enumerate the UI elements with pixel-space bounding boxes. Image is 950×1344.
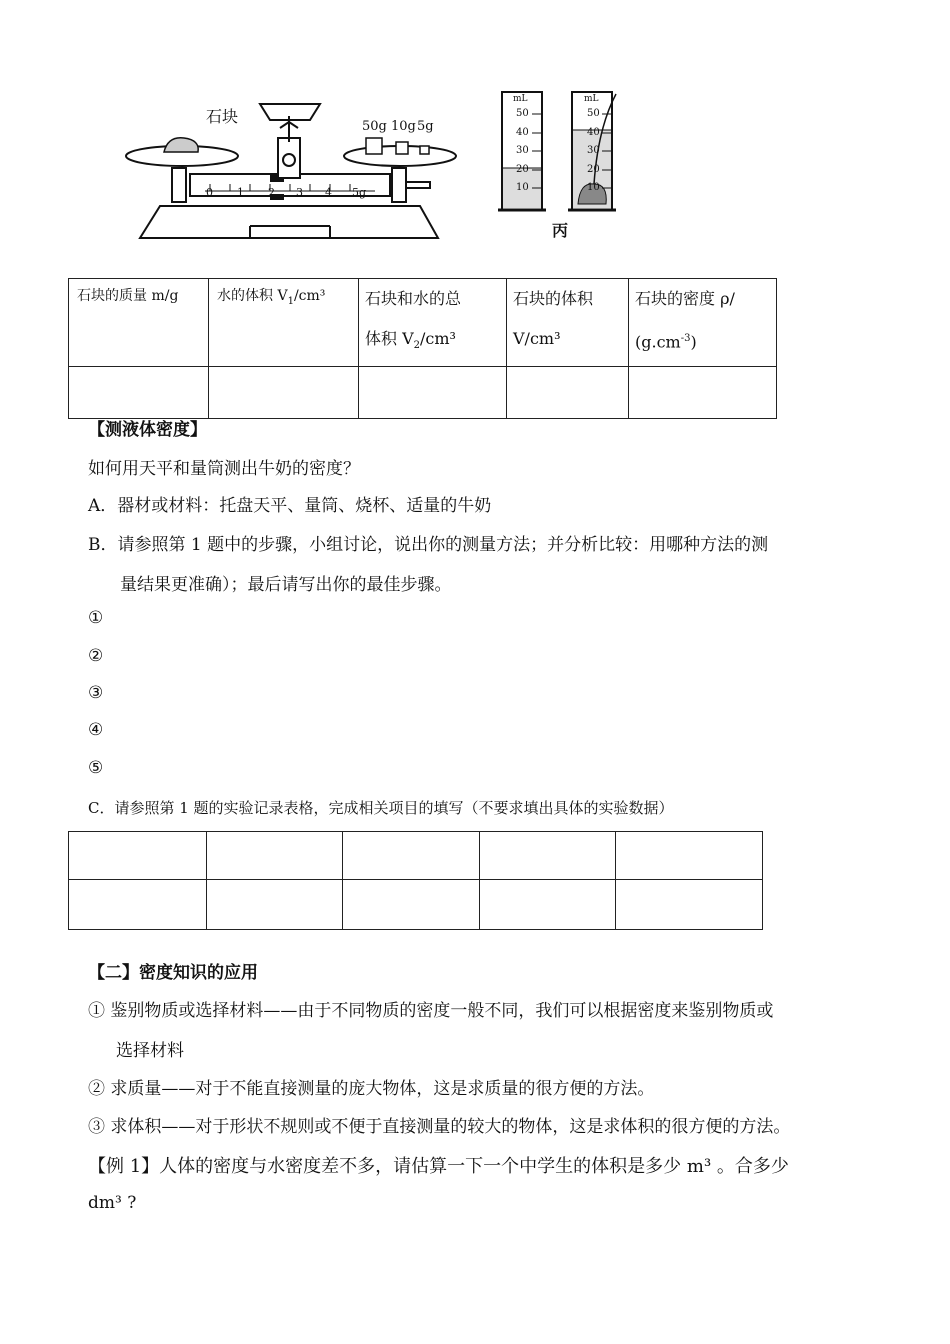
table-cell (479, 880, 616, 930)
header-stone-mass: 石块的质量 m/g (69, 279, 209, 367)
figure-caption: 丙 (552, 221, 569, 240)
table-cell (479, 832, 616, 880)
header-stone-density: 石块的密度 ρ/ $(g.cm^{-3})$ (629, 279, 777, 367)
table-cell (209, 367, 359, 419)
scale-tick-5g: 5g (352, 186, 367, 199)
application-heading: 【二】密度知识的应用 (88, 963, 258, 983)
cylinder1-tick-10: 10 (516, 182, 529, 193)
apply-item2: ② 求质量——对于不能直接测量的庞大物体，这是求质量的很方便的方法。 (88, 1079, 655, 1099)
step-3: ③ (88, 683, 104, 703)
balance-figure (120, 88, 460, 243)
cylinder1-unit: mL (513, 94, 528, 104)
table-cell (69, 367, 209, 419)
table-cell (69, 832, 207, 880)
table-cell (206, 832, 343, 880)
cylinder2-tick-20: 20 (587, 164, 600, 175)
step-2: ② (88, 646, 104, 666)
milk-density-table (68, 831, 763, 930)
scale-tick-3: 3 (296, 186, 303, 199)
apply-item1-line1: ① 鉴别物质或选择材料——由于不同物质的密度一般不同，我们可以根据密度来鉴别物质或 (88, 1001, 774, 1021)
weight-10g-label: 10g (391, 119, 416, 134)
scale-tick-2: 2 (268, 186, 275, 199)
weight-50g-label: 50g (362, 119, 387, 134)
example1-line2: dm³ ? (88, 1193, 137, 1213)
table-cell (359, 367, 507, 419)
cylinder1-tick-20: 20 (516, 164, 529, 175)
stone-density-table (68, 278, 777, 419)
cylinder1-tick-40: 40 (516, 127, 529, 138)
header-water-volume: 水的体积 $V_1$/cm³ (209, 279, 359, 367)
table-cell (343, 832, 480, 880)
table-cell (206, 880, 343, 930)
weight-5g-label: 5g (417, 119, 434, 134)
item-b-line2: 量结果更准确）；最后请写出你的最佳步骤。 (120, 575, 452, 595)
cylinder1-tick-30: 30 (516, 145, 529, 156)
scale-tick-1: 1 (237, 186, 244, 199)
table-cell (629, 367, 777, 419)
table-cell (616, 880, 763, 930)
item-a: A．器材或材料：托盘天平、量筒、烧杯、适量的牛奶 (88, 496, 492, 516)
cylinder2-unit: mL (584, 94, 599, 104)
scale-tick-4: 4 (325, 186, 332, 199)
table-cell (507, 367, 629, 419)
table-cell (616, 832, 763, 880)
cylinder2-tick-50: 50 (587, 108, 600, 119)
cylinder1-tick-50: 50 (516, 108, 529, 119)
apply-item1-line2: 选择材料 (116, 1041, 184, 1061)
table-cell (69, 880, 207, 930)
item-c: C．请参照第 1 题的实验记录表格，完成相关项目的填写（不要求填出具体的实验数据） (88, 799, 674, 817)
example1-line1: 【例 1】人体的密度与水密度差不多，请估算一下一个中学生的体积是多少 m³ 。合多少 (88, 1156, 789, 1177)
cylinder2-tick-30: 30 (587, 145, 600, 156)
liquid-density-heading: 【测液体密度】 (88, 420, 207, 440)
table-cell (343, 880, 480, 930)
scale-tick-0: 0 (206, 186, 213, 199)
step-1: ① (88, 608, 104, 628)
header-stone-volume: 石块的体积 V/cm³ (507, 279, 629, 367)
stone-label: 石块 (206, 107, 239, 126)
liquid-question: 如何用天平和量筒测出牛奶的密度？ (88, 459, 360, 479)
header-total-volume: 石块和水的总 体积 $V_2$/cm³ (359, 279, 507, 367)
cylinder2-tick-40: 40 (587, 127, 600, 138)
cylinder2-tick-10: 10 (587, 182, 600, 193)
item-b-line1: B．请参照第 1 题中的步骤，小组讨论，说出你的测量方法；并分析比较：用哪种方法的测 (88, 535, 769, 555)
step-4: ④ (88, 720, 104, 740)
apply-item3: ③ 求体积——对于形状不规则或不便于直接测量的较大的物体，这是求体积的很方便的方法。 (88, 1117, 791, 1137)
step-5: ⑤ (88, 758, 104, 778)
